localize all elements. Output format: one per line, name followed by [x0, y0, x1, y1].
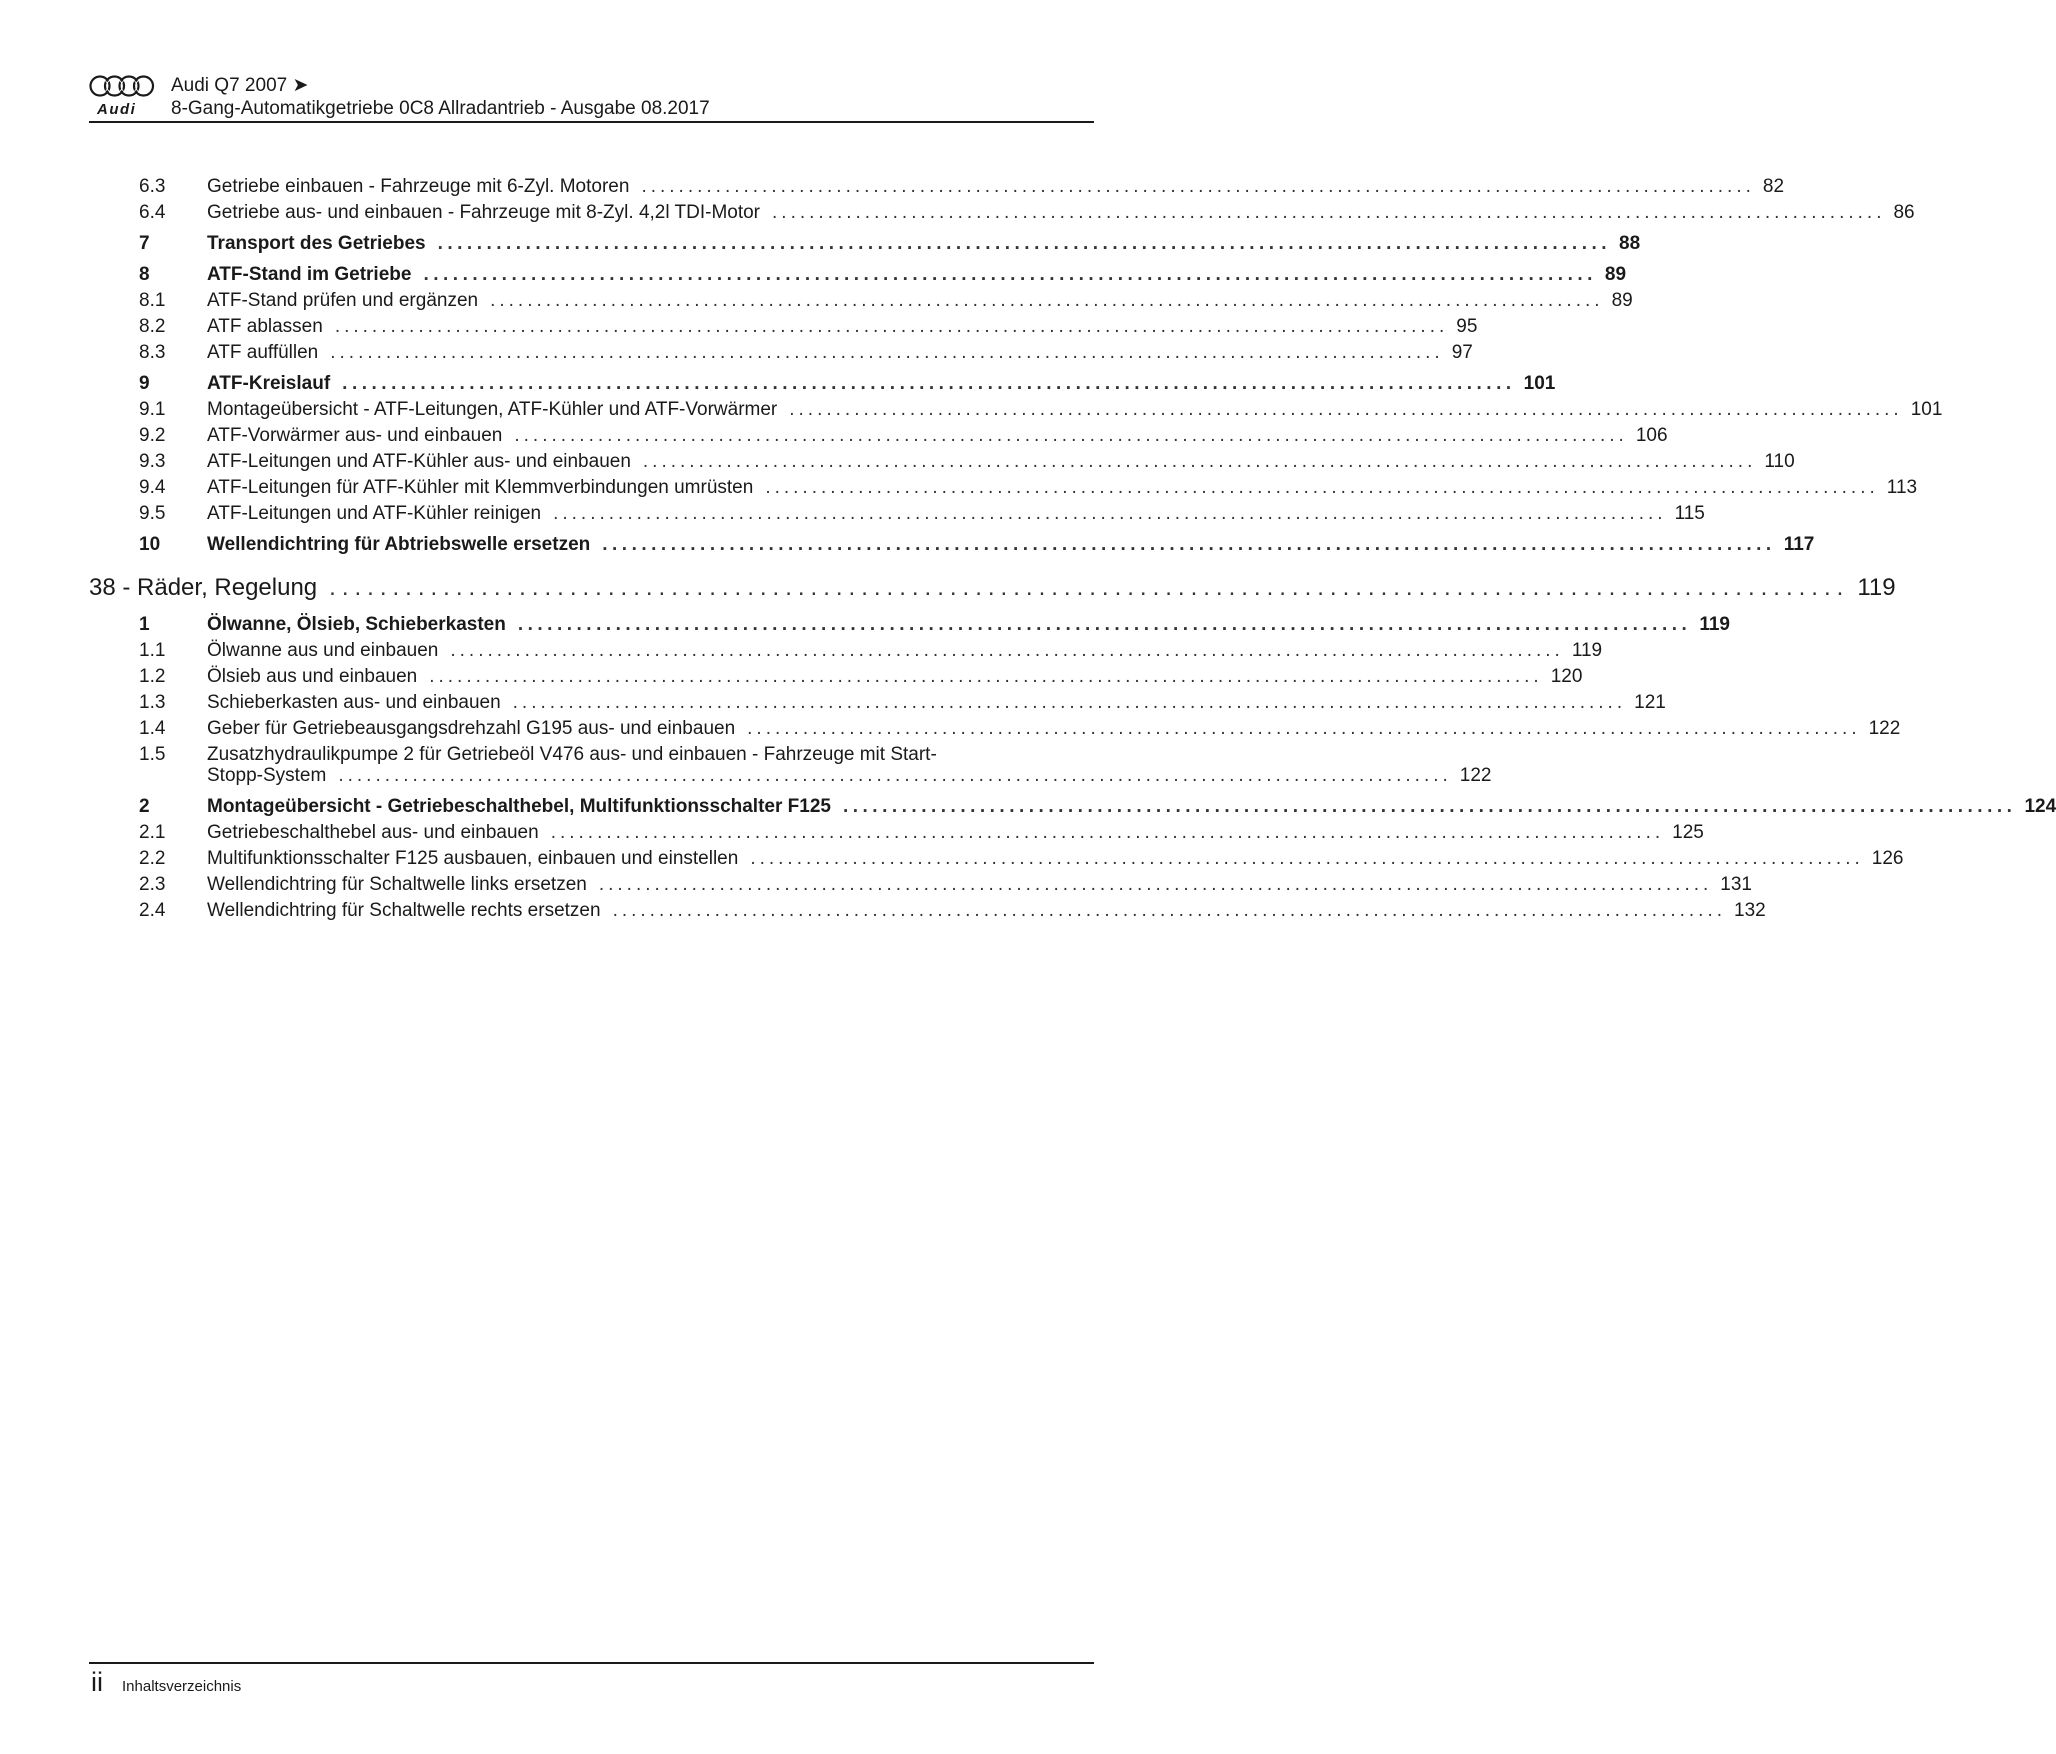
- header-model: Audi Q7 2007 ➤: [171, 75, 309, 96]
- toc-title: ATF-Leitungen und ATF-Kühler reinigen: [207, 503, 542, 524]
- toc-entry[interactable]: [139, 425, 1668, 447]
- dot-leader: ........................................................................................................................: [602, 534, 1776, 555]
- toc-page: 97: [1451, 342, 1473, 363]
- toc-entry[interactable]: [139, 451, 1795, 473]
- toc-entry-section[interactable]: [139, 264, 1627, 286]
- toc-entry[interactable]: [139, 202, 1915, 224]
- toc-page: 132: [1734, 900, 1766, 921]
- dot-leader: ........................................................................................................................: [789, 399, 1903, 420]
- toc-number: 10: [139, 534, 161, 555]
- toc-entry-section[interactable]: [139, 233, 1641, 255]
- toc-page: 95: [1456, 316, 1478, 337]
- toc-title: Geber für Getriebeausgangsdrehzahl G195 aus- und einbauen: [207, 718, 736, 739]
- toc-entry-section[interactable]: [139, 796, 2056, 818]
- toc-title: Ölwanne aus und einbauen: [207, 640, 439, 661]
- toc-page: 125: [1672, 822, 1704, 843]
- dot-leader: ........................................................................................................................: [330, 342, 1444, 363]
- toc-page: 122: [1868, 718, 1901, 739]
- toc-number: 1.3: [139, 692, 166, 713]
- toc-title: Ölsieb aus und einbauen: [207, 666, 418, 687]
- toc-title-continuation: Stopp-System: [207, 765, 327, 786]
- audi-logo: [89, 72, 155, 122]
- toc-number: 9.1: [139, 399, 166, 420]
- dot-leader: ........................................................................................................................: [750, 848, 1864, 869]
- toc-page: 120: [1550, 666, 1583, 687]
- toc-page: 113: [1886, 477, 1918, 498]
- toc-page: 89: [1611, 290, 1633, 311]
- toc-title: ATF-Kreislauf: [207, 373, 331, 394]
- toc-title: Transport des Getriebes: [207, 233, 426, 254]
- toc-number: 6.3: [139, 176, 166, 197]
- toc-number: 9.3: [139, 451, 166, 472]
- toc-chapter[interactable]: [89, 574, 1896, 602]
- dot-leader: ........................................................................................................................: [642, 451, 1757, 472]
- toc-title: ATF-Stand im Getriebe: [207, 264, 412, 285]
- toc-page: 101: [1523, 373, 1556, 394]
- toc-title: Getriebeschalthebel aus- und einbauen: [207, 822, 539, 843]
- dot-leader: ........................................................................................................................: [429, 666, 1543, 687]
- toc-entry[interactable]: [139, 822, 1704, 844]
- dot-leader: ........................................................................................................................: [612, 900, 1727, 921]
- toc-page: 119: [1571, 640, 1603, 661]
- dot-leader: ........................................................................................................................: [338, 765, 1452, 786]
- dot-leader: ........................................................................................................................: [423, 264, 1597, 285]
- toc-entry[interactable]: [139, 176, 1785, 198]
- dot-leader: ........................................................................................................................: [514, 425, 1628, 446]
- toc-number: 1: [139, 614, 150, 635]
- toc-page: 110: [1764, 451, 1795, 472]
- toc-title: Getriebe einbauen - Fahrzeuge mit 6-Zyl. Motoren: [207, 176, 630, 197]
- toc-number: 2.4: [139, 900, 166, 921]
- toc-entry[interactable]: [139, 503, 1705, 525]
- toc-number: 1.4: [139, 718, 166, 739]
- toc-page: 119: [1857, 574, 1896, 601]
- toc-page: 89: [1604, 264, 1627, 285]
- toc-number: 8.2: [139, 316, 166, 337]
- toc-number: 2.2: [139, 848, 166, 869]
- audi-wordmark: Audi: [97, 101, 137, 118]
- toc-chapter-title: 38 - Räder, Regelung: [89, 574, 318, 601]
- footer-label: Inhaltsverzeichnis: [122, 1678, 242, 1695]
- toc-page: 88: [1619, 233, 1641, 254]
- toc-number: 1.1: [139, 640, 166, 661]
- toc-title: Multifunktionsschalter F125 ausbauen, einbauen und einstellen: [207, 848, 739, 869]
- toc-number: 9.2: [139, 425, 166, 446]
- toc-entry[interactable]: [139, 342, 1473, 364]
- toc-entry[interactable]: [139, 477, 1918, 499]
- toc-entry[interactable]: [139, 718, 1901, 740]
- toc-title: Wellendichtring für Abtriebswelle ersetzen: [207, 534, 591, 555]
- toc-number: 2.3: [139, 874, 166, 895]
- toc-title: Getriebe aus- und einbauen - Fahrzeuge mit 8-Zyl. 4,2l TDI-Motor: [207, 202, 761, 223]
- dot-leader: ........................................................................................................................: [329, 574, 1850, 601]
- toc-number: 6.4: [139, 202, 166, 223]
- toc-page: 131: [1720, 874, 1752, 895]
- toc-title: ATF ablassen: [207, 316, 323, 337]
- dot-leader: ........................................................................................................................: [842, 796, 2017, 817]
- toc-number: 2.1: [139, 822, 166, 843]
- toc-title: Wellendichtring für Schaltwelle rechts ersetzen: [207, 900, 601, 921]
- toc-entry-continuation[interactable]: [207, 765, 1492, 787]
- toc-entry[interactable]: [139, 874, 1752, 896]
- toc-number: 9: [139, 373, 150, 394]
- dot-leader: ........................................................................................................................: [598, 874, 1713, 895]
- toc-entry[interactable]: [139, 640, 1603, 662]
- toc-title: Zusatzhydraulikpumpe 2 für Getriebeöl V476 aus- und einbauen - Fahrzeuge mit Start-: [207, 744, 937, 765]
- toc-title: ATF-Stand prüfen und ergänzen: [207, 290, 479, 311]
- audi-rings-icon: [89, 74, 155, 98]
- dot-leader: ........................................................................................................................: [772, 202, 1886, 223]
- footer-page-number: ii: [91, 1667, 103, 1697]
- toc-entry[interactable]: [139, 316, 1478, 338]
- toc-title: ATF auffüllen: [207, 342, 319, 363]
- toc-page: 82: [1762, 176, 1785, 197]
- dot-leader: ........................................................................................................................: [553, 503, 1667, 524]
- toc-number: 8: [139, 264, 150, 285]
- toc-page: 86: [1893, 202, 1915, 223]
- dot-leader: ........................................................................................................................: [765, 477, 1879, 498]
- dot-leader: ........................................................................................................................: [747, 718, 1861, 739]
- toc-entry[interactable]: [139, 666, 1583, 688]
- header-subtitle: 8-Gang-Automatikgetriebe 0C8 Allradantrieb - Ausgabe 08.2017: [171, 98, 710, 119]
- dot-leader: ........................................................................................................................: [342, 373, 1516, 394]
- toc-title: Ölwanne, Ölsieb, Schieberkasten: [207, 614, 506, 635]
- toc-page: 115: [1674, 503, 1705, 524]
- toc-number: 9.5: [139, 503, 166, 524]
- toc-page: 119: [1699, 614, 1730, 635]
- toc-title: Wellendichtring für Schaltwelle links ersetzen: [207, 874, 587, 895]
- dot-leader: ........................................................................................................................: [334, 316, 1449, 337]
- dot-leader: ........................................................................................................................: [490, 290, 1604, 311]
- toc-page: 101: [1910, 399, 1943, 420]
- toc-page: 117: [1783, 534, 1815, 555]
- toc-title: ATF-Leitungen für ATF-Kühler mit Klemmverbindungen umrüsten: [207, 477, 754, 498]
- toc-number: 8.1: [139, 290, 166, 311]
- toc-entry-section[interactable]: [139, 614, 1730, 636]
- footer-divider: [89, 1662, 1094, 1664]
- dot-leader: ........................................................................................................................: [437, 233, 1612, 254]
- toc-entry-section[interactable]: [139, 373, 1556, 395]
- toc-entry[interactable]: [139, 399, 1943, 421]
- toc-number: 7: [139, 233, 150, 254]
- toc-page: 106: [1635, 425, 1668, 446]
- toc-entry[interactable]: [139, 900, 1766, 922]
- toc-title: Schieberkasten aus- und einbauen: [207, 692, 501, 713]
- header-divider: [89, 121, 1094, 123]
- page-header: [89, 72, 1094, 122]
- dot-leader: ........................................................................................................................: [517, 614, 1692, 635]
- dot-leader: ........................................................................................................................: [641, 176, 1755, 197]
- toc-page: 126: [1871, 848, 1904, 869]
- toc-number: 1.2: [139, 666, 166, 687]
- toc-page: 122: [1459, 765, 1492, 786]
- toc-number: 1.5: [139, 744, 166, 765]
- dot-leader: ........................................................................................................................: [512, 692, 1627, 713]
- toc-entry[interactable]: [139, 290, 1633, 312]
- toc-number: 2: [139, 796, 150, 817]
- toc-entry-multiline[interactable]: [139, 744, 1093, 766]
- toc-title: Montageübersicht - Getriebeschalthebel, Multifunktionsschalter F125: [207, 796, 831, 817]
- toc-title: ATF-Vorwärmer aus- und einbauen: [207, 425, 503, 446]
- toc-entry-section[interactable]: [139, 534, 1815, 556]
- toc-page: 124: [2024, 796, 2056, 817]
- dot-leader: ........................................................................................................................: [450, 640, 1564, 661]
- toc-number: 8.3: [139, 342, 166, 363]
- toc-title: Montageübersicht - ATF-Leitungen, ATF-Kühler und ATF-Vorwärmer: [207, 399, 778, 420]
- toc-title: ATF-Leitungen und ATF-Kühler aus- und einbauen: [207, 451, 631, 472]
- dot-leader: ........................................................................................................................: [550, 822, 1665, 843]
- toc-page: 121: [1634, 692, 1666, 713]
- toc-entry[interactable]: [139, 848, 1904, 870]
- toc-number: 9.4: [139, 477, 166, 498]
- toc-entry[interactable]: [139, 692, 1666, 714]
